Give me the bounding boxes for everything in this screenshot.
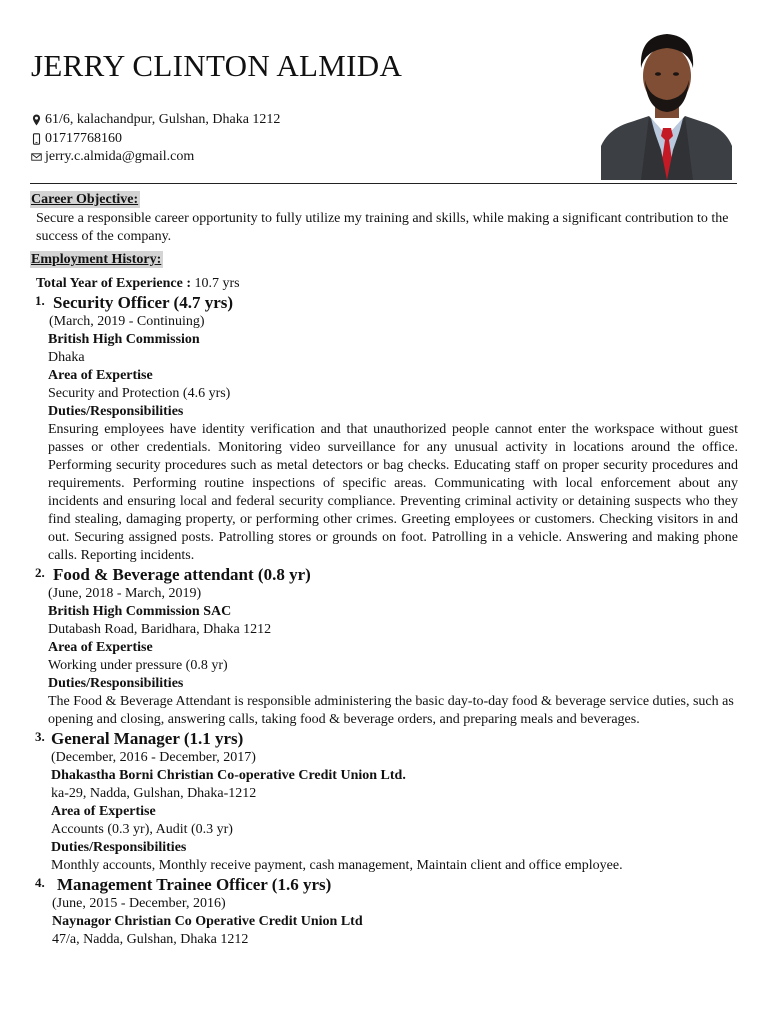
location-pin-icon [31,114,42,126]
address-text: 61/6, kalachandpur, Gulshan, Dhaka 1212 [45,112,281,127]
job-title: Food & Beverage attendant (0.8 yr) [53,565,311,584]
job-duties: The Food & Beverage Attendant is responsible administering the basic day-to-day food & beverage service duties, such as opening and closing, answering calls, taking food & beverage orders, and preparing meals and beverages. [48,694,734,727]
email-text: jerry.c.almida@gmail.com [45,149,195,164]
job-location: Dhaka [48,350,85,365]
job-duties-label: Duties/Responsibilities [51,840,187,855]
job-entry [30,729,738,875]
job-period: (June, 2018 - March, 2019) [48,586,202,601]
job-company: British High Commission SAC [48,604,232,619]
job-entry [30,875,738,949]
job-expertise: Security and Protection (4.6 yrs) [48,386,231,401]
job-entry [30,565,738,729]
mobile-phone-icon [31,133,42,145]
address-line [31,111,280,130]
job-period: (December, 2016 - December, 2017) [51,750,256,765]
phone-line [31,130,280,149]
email-line [31,148,280,167]
job-expertise-label: Area of Expertise [48,640,153,655]
profile-photo [601,24,732,180]
career-objective-heading: Career Objective: [31,192,139,207]
candidate-name: JERRY CLINTON ALMIDA [31,48,403,83]
job-entry [30,293,738,565]
job-number: 1. [35,293,45,308]
job-location: 47/a, Nadda, Gulshan, Dhaka 1212 [52,932,249,947]
job-duties-label: Duties/Responsibilities [48,676,184,691]
job-duties: Monthly accounts, Monthly receive payment, cash management, Maintain client and office employee. [51,858,623,873]
career-objective-section [30,191,738,246]
job-number: 2. [35,565,45,580]
header-divider [30,183,737,184]
job-company: Dhakastha Borni Christian Co-operative Credit Union Ltd. [51,768,406,783]
employment-history-section [30,251,738,949]
job-expertise-label: Area of Expertise [48,368,153,383]
job-company: Naynagor Christian Co Operative Credit Union Ltd [52,914,363,929]
envelope-icon [31,151,42,163]
job-title: General Manager (1.1 yrs) [51,729,244,748]
resume-body [30,191,738,949]
job-duties-label: Duties/Responsibilities [48,404,184,419]
total-experience-label: Total Year of Experience : [36,276,192,291]
job-period: (March, 2019 - Continuing) [49,314,205,329]
job-expertise: Accounts (0.3 yr), Audit (0.3 yr) [51,822,233,837]
job-period: (June, 2015 - December, 2016) [52,896,226,911]
job-duties: Ensuring employees have identity verification and that unauthorized people cannot enter the workspace without guest passes or other credentials. Monitoring video surveillance for any unusual activity in locations around the office. Performing security procedures such as metal detectors or bag checks. Educating staff on proper security procedures and requirements. Performing routine inspections of specific areas. Communicating with local enforcement about any incidents and ensuring local and federal security compliance. Preventing criminal activity or detaining suspects who they find stealing, damaging property, or performing other crimes. Greeting employees or customers. Checking visitors in and out. Securing assigned posts. Patrolling stores or grounds on foot. Patrolling in a vehicle. Answering and making phone calls. Reporting incidents. [48,422,738,563]
total-experience-value: 10.7 yrs [194,276,240,291]
job-location: ka-29, Nadda, Gulshan, Dhaka-1212 [51,786,257,801]
total-experience [30,275,738,293]
job-number: 3. [35,729,45,744]
job-title: Security Officer (4.7 yrs) [53,293,234,312]
job-expertise: Working under pressure (0.8 yr) [48,658,228,673]
job-expertise-label: Area of Expertise [51,804,156,819]
employment-history-heading: Employment History: [31,252,162,267]
job-location: Dutabash Road, Baridhara, Dhaka 1212 [48,622,272,637]
career-objective-text: Secure a responsible career opportunity to fully utilize my training and skills, while making a significant contribution to the success of the company. [36,211,729,244]
contact-info [31,111,280,167]
job-title: Management Trainee Officer (1.6 yrs) [57,875,332,894]
job-number: 4. [35,875,45,890]
job-company: British High Commission [48,332,200,347]
phone-text: 01717768160 [45,130,122,146]
